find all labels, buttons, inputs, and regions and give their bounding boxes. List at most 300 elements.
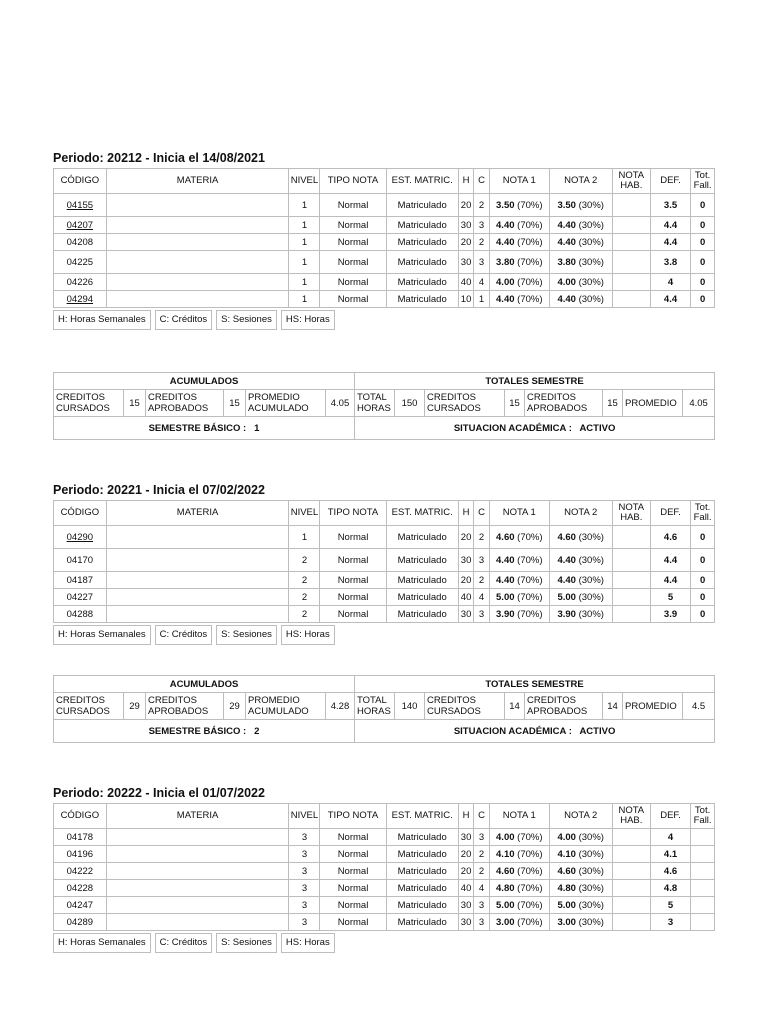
cell-def: 3 (650, 914, 690, 931)
col-header-nota-hab: NOTA HAB. (612, 804, 650, 829)
nota1-pct: (70%) (514, 899, 543, 911)
grades-table (53, 168, 715, 308)
nota2-value: 3.00 (557, 916, 576, 928)
cell-h: 30 (458, 829, 473, 846)
cell-nivel: 2 (289, 572, 320, 589)
cell-h: 20 (458, 526, 473, 549)
table-row (54, 217, 715, 234)
cell-tipo: Normal (320, 863, 386, 880)
nota1-value: 4.40 (496, 236, 515, 248)
nota1-pct: (70%) (514, 293, 543, 305)
label-total-horas: TOTAL HORAS (355, 693, 395, 720)
cell-nota2 (549, 863, 612, 880)
cell-nota2 (549, 606, 612, 623)
legend-item: C: Créditos (155, 933, 213, 953)
nota2-value: 4.40 (557, 219, 576, 231)
cell-tipo: Normal (320, 914, 386, 931)
legend-item: HS: Horas (281, 625, 335, 645)
table-row (54, 291, 715, 308)
nota1-value: 4.60 (496, 865, 515, 877)
cell-c: 2 (474, 863, 489, 880)
semestre-basico-label: SEMESTRE BÁSICO : (148, 725, 247, 737)
cell-est: Matriculado (386, 274, 458, 291)
cell-nivel: 1 (289, 251, 320, 274)
cell-codigo: 04289 (54, 914, 107, 931)
cell-nota2 (549, 846, 612, 863)
cell-materia (106, 572, 289, 589)
cell-c: 4 (474, 880, 489, 897)
nota1-value: 4.00 (496, 276, 515, 288)
col-header-nivel: NIVEL (289, 501, 320, 526)
cell-nota1 (489, 274, 549, 291)
cell-nota-hab (612, 880, 650, 897)
cell-def: 4.6 (650, 863, 690, 880)
cell-nota2 (549, 880, 612, 897)
cell-def: 4.4 (650, 572, 690, 589)
col-header-est-matric: EST. MATRIC. (386, 169, 458, 194)
cell-def: 4.1 (650, 846, 690, 863)
legend-item: C: Créditos (155, 625, 213, 645)
summary-box (53, 675, 714, 743)
nota2-value: 4.60 (557, 531, 576, 543)
cell-tipo: Normal (320, 194, 386, 217)
cell-c: 3 (474, 549, 489, 572)
cell-h: 30 (458, 251, 473, 274)
cell-est: Matriculado (386, 897, 458, 914)
cell-tot-fall: 0 (691, 234, 715, 251)
cell-materia (106, 829, 289, 846)
value-t-cred-aprobados: 14 (603, 693, 623, 720)
col-header-h: H (458, 169, 473, 194)
period-title: Periodo: 20222 - Inicia el 01/07/2022 (53, 786, 265, 800)
nota1-pct: (70%) (514, 882, 543, 894)
nota2-pct: (30%) (575, 916, 604, 928)
cell-nota2 (549, 194, 612, 217)
nota2-pct: (30%) (575, 865, 604, 877)
cell-nota1 (489, 217, 549, 234)
cell-codigo: 04222 (54, 863, 107, 880)
label-cred-aprobados: CREDITOS APROBADOS (146, 390, 224, 417)
cell-codigo: 04178 (54, 829, 107, 846)
cell-est: Matriculado (386, 829, 458, 846)
nota2-value: 4.40 (557, 236, 576, 248)
cell-nota-hab (612, 829, 650, 846)
cell-tipo: Normal (320, 549, 386, 572)
cell-tipo: Normal (320, 526, 386, 549)
nota2-pct: (30%) (575, 199, 604, 211)
cell-est: Matriculado (386, 291, 458, 308)
cell-h: 20 (458, 194, 473, 217)
cell-h: 30 (458, 914, 473, 931)
table-row (54, 572, 715, 589)
table-row (54, 880, 715, 897)
cell-nivel: 1 (289, 291, 320, 308)
nota1-value: 4.60 (496, 531, 515, 543)
nota1-pct: (70%) (514, 199, 543, 211)
table-row (54, 829, 715, 846)
cell-h: 20 (458, 846, 473, 863)
table-row (54, 846, 715, 863)
nota1-pct: (70%) (514, 554, 543, 566)
cell-nota-hab (612, 863, 650, 880)
nota2-value: 5.00 (557, 591, 576, 603)
cell-tot-fall (691, 863, 715, 880)
cell-est: Matriculado (386, 589, 458, 606)
cell-nivel: 1 (289, 217, 320, 234)
cell-tot-fall: 0 (691, 549, 715, 572)
legend (53, 933, 715, 953)
col-header-est-matric: EST. MATRIC. (386, 804, 458, 829)
label-promedio: PROMEDIO (623, 693, 683, 720)
col-header-tot-fall: Tot. Fall. (691, 804, 715, 829)
nota2-pct: (30%) (575, 574, 604, 586)
label-cred-cursados: CREDITOS CURSADOS (54, 693, 124, 720)
value-total-horas: 150 (395, 390, 425, 417)
cell-est: Matriculado (386, 251, 458, 274)
cell-nota1 (489, 291, 549, 308)
table-header-row (54, 169, 715, 194)
cell-def: 4.8 (650, 880, 690, 897)
cell-materia (106, 606, 289, 623)
cell-materia (106, 234, 289, 251)
cell-def: 4.4 (650, 217, 690, 234)
nota1-value: 4.40 (496, 293, 515, 305)
nota2-pct: (30%) (575, 608, 604, 620)
col-header-materia: MATERIA (106, 169, 289, 194)
cell-est: Matriculado (386, 863, 458, 880)
cell-nivel: 3 (289, 846, 320, 863)
cell-tot-fall (691, 829, 715, 846)
value-cred-cursados: 29 (124, 693, 146, 720)
cell-tot-fall: 0 (691, 194, 715, 217)
nota2-value: 4.60 (557, 865, 576, 877)
grades-table (53, 500, 715, 623)
cell-h: 10 (458, 291, 473, 308)
cell-nota-hab (612, 217, 650, 234)
cell-materia (106, 274, 289, 291)
nota1-value: 4.10 (496, 848, 515, 860)
cell-codigo: 04226 (54, 274, 107, 291)
cell-nivel: 3 (289, 897, 320, 914)
col-header-nota-hab: NOTA HAB. (612, 169, 650, 194)
summary-table (53, 675, 715, 743)
cell-materia (106, 589, 289, 606)
cell-def: 4 (650, 274, 690, 291)
nota1-pct: (70%) (514, 916, 543, 928)
cell-codigo: 04228 (54, 880, 107, 897)
col-header-codigo: CÓDIGO (54, 501, 107, 526)
col-header-def: DEF. (650, 169, 690, 194)
cell-materia (106, 863, 289, 880)
value-total-horas: 140 (395, 693, 425, 720)
legend-item: S: Sesiones (216, 310, 277, 330)
cell-tipo: Normal (320, 274, 386, 291)
legend-item: S: Sesiones (216, 625, 277, 645)
cell-materia (106, 914, 289, 931)
cell-nota-hab (612, 251, 650, 274)
nota1-value: 3.00 (496, 916, 515, 928)
cell-nota1 (489, 234, 549, 251)
situacion-academica (355, 417, 715, 440)
nota2-pct: (30%) (575, 219, 604, 231)
legend-item: C: Créditos (155, 310, 213, 330)
cell-def: 5 (650, 897, 690, 914)
cell-materia (106, 251, 289, 274)
nota1-pct: (70%) (514, 256, 543, 268)
nota1-pct: (70%) (514, 574, 543, 586)
label-total-horas: TOTAL HORAS (355, 390, 395, 417)
cell-nota2 (549, 914, 612, 931)
cell-nota2 (549, 572, 612, 589)
totales-header: TOTALES SEMESTRE (355, 676, 715, 693)
cell-est: Matriculado (386, 914, 458, 931)
cell-nota-hab (612, 589, 650, 606)
col-header-tipo-nota: TIPO NOTA (320, 501, 386, 526)
nota2-pct: (30%) (575, 882, 604, 894)
cell-tipo: Normal (320, 291, 386, 308)
nota1-value: 5.00 (496, 899, 515, 911)
cell-c: 2 (474, 194, 489, 217)
cell-nota1 (489, 914, 549, 931)
cell-nota2 (549, 589, 612, 606)
nota2-value: 4.80 (557, 882, 576, 894)
col-header-nota1: NOTA 1 (489, 501, 549, 526)
label-promedio: PROMEDIO (623, 390, 683, 417)
cell-nota2 (549, 897, 612, 914)
col-header-codigo: CÓDIGO (54, 804, 107, 829)
cell-nota1 (489, 251, 549, 274)
col-header-nota2: NOTA 2 (549, 804, 612, 829)
cell-c: 3 (474, 251, 489, 274)
label-t-cred-aprobados: CREDITOS APROBADOS (525, 693, 603, 720)
situacion-academica (355, 720, 715, 743)
nota1-pct: (70%) (514, 236, 543, 248)
situacion-label: SITUACION ACADÉMICA : (453, 725, 572, 737)
grades-table (53, 803, 715, 931)
col-header-h: H (458, 804, 473, 829)
table-row (54, 234, 715, 251)
period-section (53, 482, 715, 645)
cell-tot-fall: 0 (691, 291, 715, 308)
cell-est: Matriculado (386, 217, 458, 234)
situacion-label: SITUACION ACADÉMICA : (453, 422, 572, 434)
value-promedio: 4.5 (683, 693, 715, 720)
cell-c: 4 (474, 274, 489, 291)
nota2-value: 4.40 (557, 293, 576, 305)
nota2-value: 4.40 (557, 574, 576, 586)
col-header-c: C (474, 804, 489, 829)
cell-est: Matriculado (386, 234, 458, 251)
cell-tipo: Normal (320, 572, 386, 589)
label-cred-aprobados: CREDITOS APROBADOS (146, 693, 224, 720)
nota2-pct: (30%) (575, 848, 604, 860)
cell-def: 4.6 (650, 526, 690, 549)
cell-c: 3 (474, 217, 489, 234)
col-header-h: H (458, 501, 473, 526)
table-row (54, 549, 715, 572)
nota1-value: 3.90 (496, 608, 515, 620)
nota2-pct: (30%) (575, 256, 604, 268)
cell-tot-fall (691, 846, 715, 863)
nota2-value: 3.50 (557, 199, 576, 211)
nota2-value: 3.80 (557, 256, 576, 268)
cell-materia (106, 526, 289, 549)
cell-codigo: 04187 (54, 572, 107, 589)
totales-header: TOTALES SEMESTRE (355, 373, 715, 390)
table-row (54, 914, 715, 931)
cell-nivel: 3 (289, 914, 320, 931)
nota1-pct: (70%) (514, 276, 543, 288)
cell-codigo: 04288 (54, 606, 107, 623)
label-cred-cursados: CREDITOS CURSADOS (54, 390, 124, 417)
cell-nota2 (549, 526, 612, 549)
cell-tot-fall: 0 (691, 274, 715, 291)
cell-nivel: 1 (289, 234, 320, 251)
cell-tot-fall: 0 (691, 606, 715, 623)
cell-c: 3 (474, 897, 489, 914)
cell-tipo: Normal (320, 589, 386, 606)
cell-nota-hab (612, 572, 650, 589)
cell-def: 4.4 (650, 234, 690, 251)
cell-materia (106, 194, 289, 217)
cell-c: 2 (474, 526, 489, 549)
nota1-value: 4.40 (496, 554, 515, 566)
table-row (54, 606, 715, 623)
col-header-tot-fall: Tot. Fall. (691, 501, 715, 526)
cell-h: 20 (458, 572, 473, 589)
nota1-value: 4.80 (496, 882, 515, 894)
cell-nivel: 2 (289, 549, 320, 572)
cell-nota1 (489, 572, 549, 589)
cell-nota2 (549, 291, 612, 308)
semestre-basico-value: 2 (254, 725, 260, 737)
value-cred-cursados: 15 (124, 390, 146, 417)
label-t-cred-cursados: CREDITOS CURSADOS (425, 693, 505, 720)
legend-item: S: Sesiones (216, 933, 277, 953)
table-row (54, 251, 715, 274)
semestre-basico (54, 417, 355, 440)
cell-h: 30 (458, 897, 473, 914)
cell-codigo: 04208 (54, 234, 107, 251)
cell-nota1 (489, 829, 549, 846)
semestre-basico (54, 720, 355, 743)
cell-codigo: 04170 (54, 549, 107, 572)
nota1-value: 4.40 (496, 574, 515, 586)
cell-est: Matriculado (386, 549, 458, 572)
label-t-cred-aprobados: CREDITOS APROBADOS (525, 390, 603, 417)
cell-h: 40 (458, 274, 473, 291)
col-header-nota1: NOTA 1 (489, 804, 549, 829)
cell-nota2 (549, 274, 612, 291)
nota2-value: 4.00 (557, 831, 576, 843)
nota2-value: 4.10 (557, 848, 576, 860)
course-code-link[interactable]: 04294 (54, 291, 107, 308)
col-header-nivel: NIVEL (289, 804, 320, 829)
cell-materia (106, 549, 289, 572)
cell-nota-hab (612, 291, 650, 308)
cell-tot-fall (691, 880, 715, 897)
cell-nota-hab (612, 897, 650, 914)
table-row (54, 897, 715, 914)
cell-est: Matriculado (386, 846, 458, 863)
cell-tipo: Normal (320, 234, 386, 251)
cell-nota1 (489, 549, 549, 572)
cell-nota-hab (612, 194, 650, 217)
table-row (54, 863, 715, 880)
cell-tot-fall (691, 914, 715, 931)
cell-tipo: Normal (320, 829, 386, 846)
nota2-pct: (30%) (575, 236, 604, 248)
course-code-link[interactable]: 04155 (54, 194, 107, 217)
cell-nota2 (549, 251, 612, 274)
col-header-nota2: NOTA 2 (549, 169, 612, 194)
summary-box (53, 372, 714, 440)
col-header-materia: MATERIA (106, 804, 289, 829)
value-cred-aprobados: 29 (224, 693, 246, 720)
value-t-cred-aprobados: 15 (603, 390, 623, 417)
cell-materia (106, 291, 289, 308)
col-header-c: C (474, 501, 489, 526)
cell-nota2 (549, 549, 612, 572)
cell-tipo: Normal (320, 897, 386, 914)
cell-nota2 (549, 829, 612, 846)
cell-tot-fall: 0 (691, 589, 715, 606)
legend-item: HS: Horas (281, 933, 335, 953)
cell-def: 4 (650, 829, 690, 846)
cell-tipo: Normal (320, 251, 386, 274)
cell-materia (106, 846, 289, 863)
cell-nota-hab (612, 846, 650, 863)
cell-codigo: 04247 (54, 897, 107, 914)
value-t-cred-cursados: 14 (505, 693, 525, 720)
cell-def: 4.4 (650, 291, 690, 308)
cell-nota1 (489, 194, 549, 217)
legend-item: HS: Horas (281, 310, 335, 330)
label-prom-acum: PROMEDIO ACUMULADO (246, 390, 326, 417)
course-code-link[interactable]: 04207 (54, 217, 107, 234)
table-row (54, 274, 715, 291)
legend-item: H: Horas Semanales (53, 933, 151, 953)
cell-c: 3 (474, 914, 489, 931)
cell-nota2 (549, 234, 612, 251)
nota1-pct: (70%) (514, 831, 543, 843)
nota2-pct: (30%) (575, 276, 604, 288)
nota2-value: 4.00 (557, 276, 576, 288)
cell-nota-hab (612, 234, 650, 251)
cell-tot-fall: 0 (691, 251, 715, 274)
cell-nota-hab (612, 526, 650, 549)
cell-nota2 (549, 217, 612, 234)
cell-tipo: Normal (320, 880, 386, 897)
cell-h: 20 (458, 234, 473, 251)
value-prom-acum: 4.28 (326, 693, 355, 720)
table-row (54, 526, 715, 549)
cell-tot-fall (691, 897, 715, 914)
cell-h: 40 (458, 589, 473, 606)
label-prom-acum: PROMEDIO ACUMULADO (246, 693, 326, 720)
cell-def: 3.9 (650, 606, 690, 623)
legend-item: H: Horas Semanales (53, 625, 151, 645)
nota1-value: 4.40 (496, 219, 515, 231)
cell-nota1 (489, 897, 549, 914)
cell-h: 40 (458, 880, 473, 897)
col-header-codigo: CÓDIGO (54, 169, 107, 194)
cell-nivel: 3 (289, 829, 320, 846)
course-code-link[interactable]: 04290 (54, 526, 107, 549)
cell-def: 5 (650, 589, 690, 606)
period-section (53, 150, 715, 330)
cell-materia (106, 897, 289, 914)
